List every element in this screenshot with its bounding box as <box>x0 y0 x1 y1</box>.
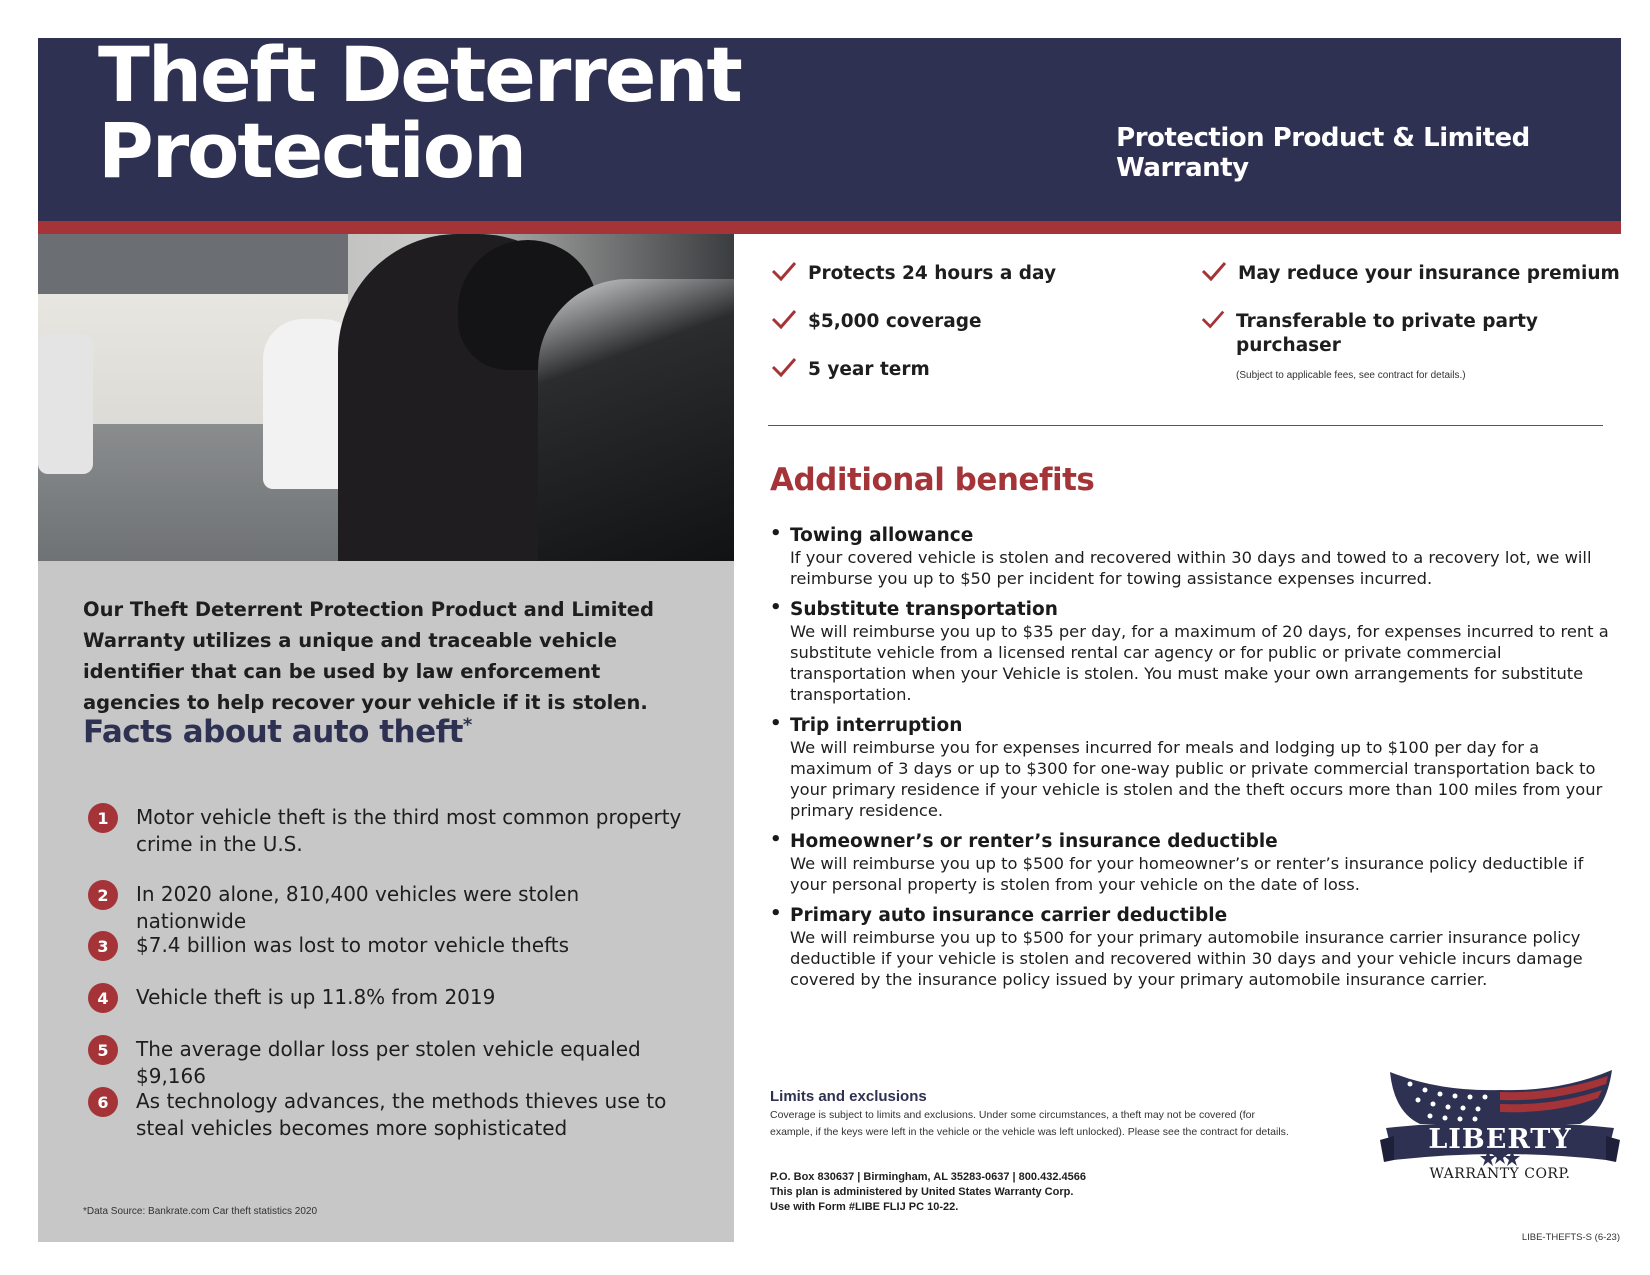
checkmark-icon <box>770 356 798 380</box>
fact-text: Motor vehicle theft is the third most common property crime in the U.S. <box>136 805 682 856</box>
benefit-text: If your covered vehicle is stolen and recovered within 30 days and towed to a recovery lot, we will reimburse you up to $50 per incident for towing assistance expenses incurred. <box>790 548 1592 588</box>
footnote-mark: * <box>462 714 472 736</box>
fact-item <box>88 1036 688 1090</box>
checkmark-icon <box>1200 308 1226 332</box>
limits-section <box>770 1088 1290 1141</box>
contact-block <box>770 1170 1086 1215</box>
fact-item <box>88 932 688 961</box>
fact-item <box>88 984 688 1013</box>
liberty-warranty-logo <box>1380 1062 1620 1194</box>
data-source-footnote: *Data Source: Bankrate.com Car theft statistics 2020 <box>83 1206 317 1217</box>
limits-text: Coverage is subject to limits and exclusions. Under some circumstances, a theft may not be covered (for example, if the keys were left in the vehicle or the vehicle was left unlocked). Please see the contract for details. <box>770 1109 1289 1138</box>
benefit-item <box>770 831 1610 895</box>
fact-text: Vehicle theft is up 11.8% from 2019 <box>136 985 496 1009</box>
feature-item: Transferable to private party purchaser (Subject to applicable fees, see contract for details.) <box>1200 310 1620 388</box>
benefit-text: We will reimburse you up to $35 per day, for a maximum of 20 days, for expenses incurred to rent a substitute vehicle from a licensed rental car agency or for public or private commercial transportation when your Vehicle is stolen. You must make your own arrangements for substitute transportation. <box>790 622 1609 704</box>
fact-number-badge: 5 <box>88 1035 118 1065</box>
car-thief-photo <box>38 234 734 561</box>
fact-number-badge: 3 <box>88 931 118 961</box>
left-panel <box>38 234 734 1242</box>
limits-heading: Limits and exclusions <box>770 1088 927 1105</box>
form-usage-line: Use with Form #LIBE FLIJ PC 10-22. <box>770 1201 959 1213</box>
feature-checklist <box>770 262 1620 412</box>
fact-number-badge: 2 <box>88 880 118 910</box>
section-divider <box>768 425 1603 426</box>
fact-number-badge: 1 <box>88 803 118 833</box>
benefit-title: • Towing allowance <box>790 525 974 546</box>
benefits-list <box>770 525 1610 1000</box>
fact-item <box>88 1088 688 1142</box>
intro-paragraph: Our Theft Deterrent Protection Product and Limited Warranty utilizes a unique and traceable vehicle identifier that can be used by law enforcement agencies to help recover your vehicle if it is stolen. <box>83 598 654 714</box>
fact-text: The average dollar loss per stolen vehicle equaled $9,166 <box>136 1037 641 1088</box>
feature-item: May reduce your insurance premium <box>1200 262 1620 286</box>
transfer-note: (Subject to applicable fees, see contract for details.) <box>1236 370 1466 381</box>
fact-number-badge: 6 <box>88 1087 118 1117</box>
benefit-title: • Substitute transportation <box>790 599 1058 620</box>
checkmark-icon <box>770 260 798 284</box>
facts-heading: Facts about auto theft* <box>83 714 472 750</box>
header-banner <box>38 30 1621 221</box>
page-subtitle: Protection Product & Limited Warranty <box>1116 123 1530 183</box>
benefit-text: We will reimburse you up to $500 for your primary automobile insurance carrier insurance policy deductible if your vehicle is stolen and recovered within 30 days and your vehicle incurs damage covered by the insurance policy issued by your primary automobile insurance carrier. <box>790 928 1583 989</box>
benefit-title: • Primary auto insurance carrier deductible <box>790 905 1228 926</box>
header-accent-stripe <box>38 221 1621 234</box>
feature-item: $5,000 coverage <box>770 310 982 334</box>
page-title: Theft Deterrent Protection <box>98 30 741 195</box>
fact-item <box>88 881 688 935</box>
benefit-item <box>770 715 1610 821</box>
address-line: P.O. Box 830637 | Birmingham, AL 35283-0637 | 800.432.4566 <box>770 1171 1086 1183</box>
fact-text: In 2020 alone, 810,400 vehicles were stolen nationwide <box>136 882 580 933</box>
fact-item <box>88 804 688 858</box>
feature-item: 5 year term <box>770 358 930 382</box>
checkmark-icon <box>770 308 798 332</box>
fact-text: As technology advances, the methods thieves use to steal vehicles becomes more sophisticated <box>136 1089 667 1140</box>
benefit-item <box>770 905 1610 990</box>
benefit-item <box>770 525 1610 589</box>
benefit-item <box>770 599 1610 705</box>
checkmark-icon <box>1200 260 1228 284</box>
benefit-text: We will reimburse you up to $500 for your homeowner’s or renter’s insurance policy deductible if your personal property is stolen from your vehicle on the date of loss. <box>790 854 1584 894</box>
logo-brand-text: LIBERTY <box>1428 1124 1572 1155</box>
benefit-text: We will reimburse you for expenses incurred for meals and lodging up to $100 per day for a maximum of 3 days or up to $300 for one-way public or private commercial transportation back to your primary residence if your vehicle is stolen and the theft occurs more than 100 miles from your primary residence. <box>790 738 1603 820</box>
fact-number-badge: 4 <box>88 983 118 1013</box>
benefit-title: • Homeowner’s or renter’s insurance deductible <box>790 831 1278 852</box>
benefit-title: • Trip interruption <box>790 715 963 736</box>
feature-item: Protects 24 hours a day <box>770 262 1056 286</box>
logo-sub-text: WARRANTY CORP. <box>1429 1166 1571 1182</box>
form-code: LIBE-THEFTS-S (6-23) <box>1521 1232 1620 1243</box>
fact-text: $7.4 billion was lost to motor vehicle thefts <box>136 933 570 957</box>
administrator-line: This plan is administered by United States Warranty Corp. <box>770 1186 1074 1198</box>
additional-benefits-heading: Additional benefits <box>770 462 1095 498</box>
